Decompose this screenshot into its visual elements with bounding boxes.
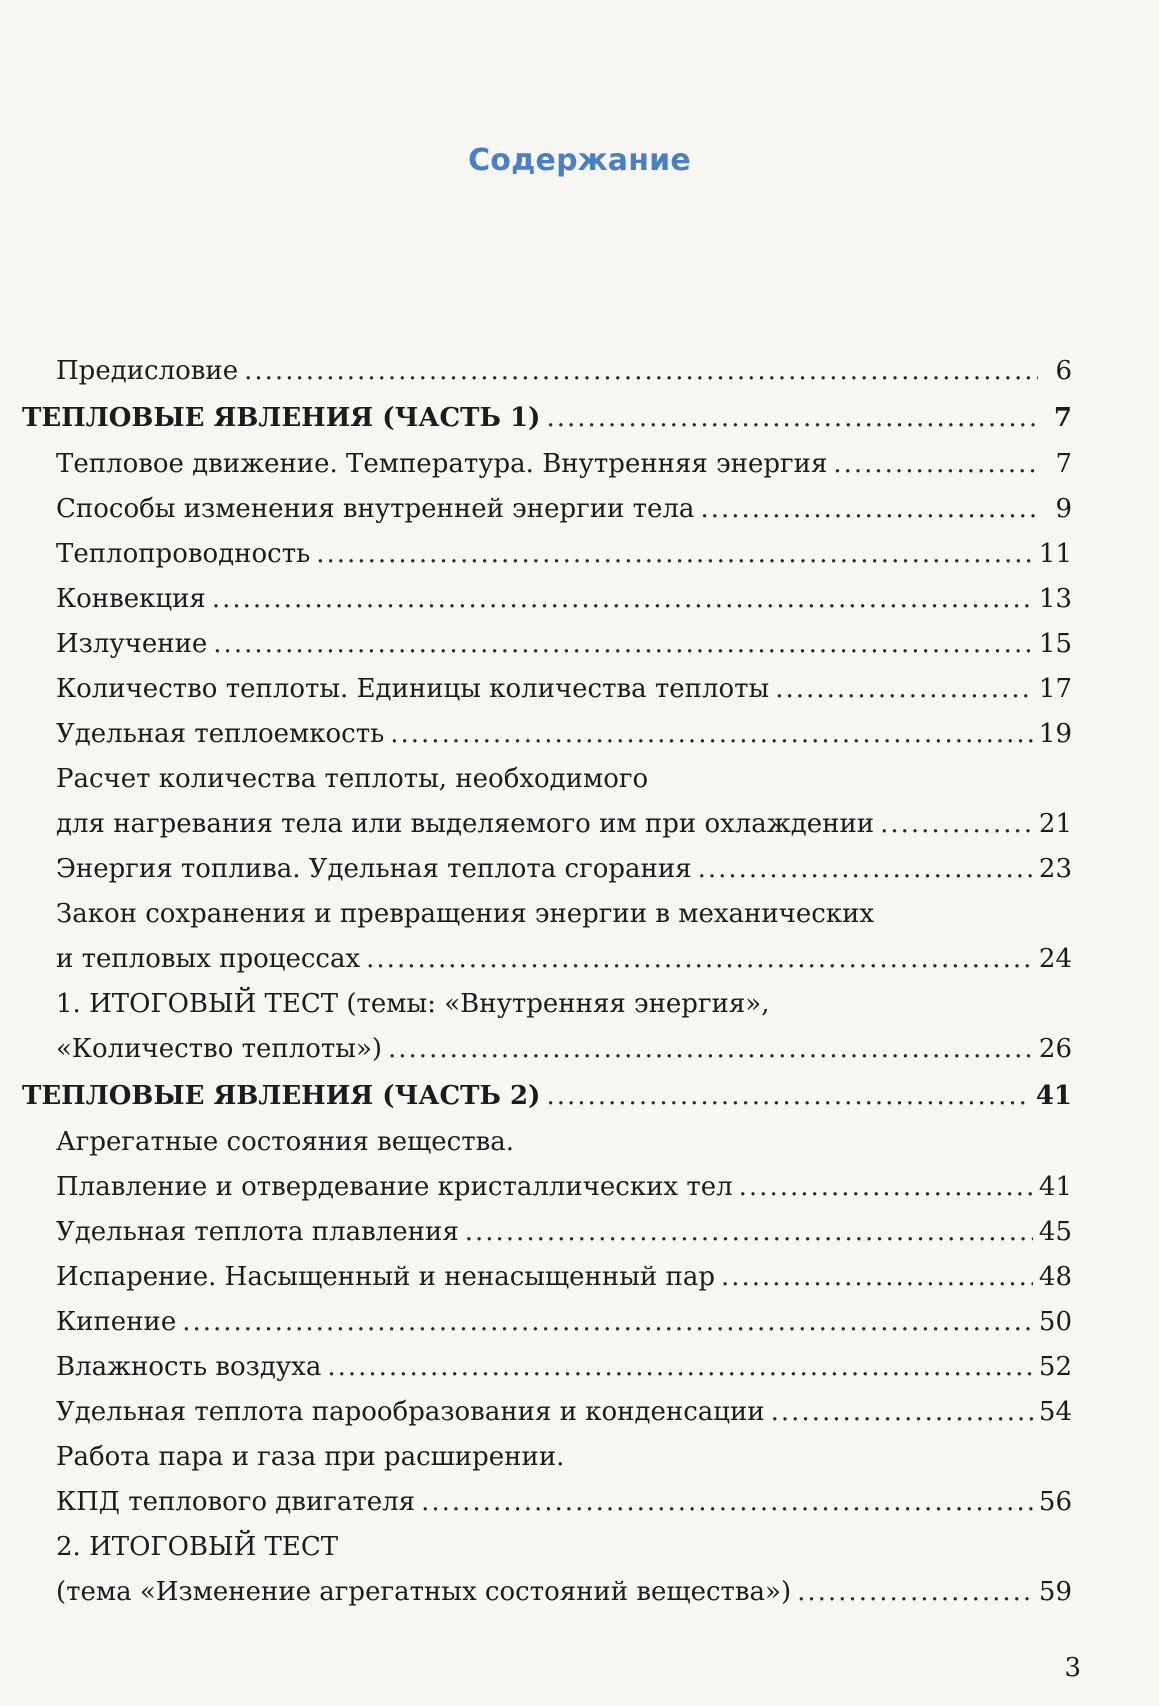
toc-leader-dots [700,487,1038,532]
toc-leader-dots [465,1210,1033,1255]
toc-leader-dots [698,847,1033,892]
toc-entry-label: Предисловие [56,356,239,386]
toc-entry-label: Испарение. Насыщенный и ненасыщенный пар [56,1262,715,1292]
toc-entry [22,937,1072,982]
toc-entry [22,1210,1072,1255]
toc-leader-dots [390,712,1033,757]
toc-entry [22,667,1072,712]
toc-entry-page: 41 [1035,1081,1072,1111]
toc-entry-label: Конвекция [56,584,206,614]
toc-leader-dots [721,1255,1033,1300]
toc-entry-continued [22,1525,1072,1570]
toc-leader-dots [327,1345,1033,1390]
toc-entry-label: ТЕПЛОВЫЕ ЯВЛЕНИЯ (ЧАСТЬ 2) [22,1081,541,1111]
toc-entry [22,1027,1072,1072]
toc-entry-label: ТЕПЛОВЫЕ ЯВЛЕНИЯ (ЧАСТЬ 1) [22,403,541,433]
toc-entry-continued [22,892,1072,937]
toc-entry-label: и тепловых процессах [56,944,361,974]
toc-leader-dots [546,394,1038,442]
toc-leader-dots [546,1072,1029,1120]
toc-leader-dots [739,1165,1033,1210]
toc-entry [22,712,1072,757]
toc-entry-label: Удельная теплоемкость [56,719,385,749]
toc-entry [22,1300,1072,1345]
toc-entry-continued [22,1435,1072,1480]
toc-entry-label: (тема «Изменение агрегатных состояний вещества») [56,1577,792,1607]
toc-entry-page: 7 [1053,403,1072,433]
toc-entry-label: Агрегатные состояния вещества. [56,1127,514,1157]
toc-entry [22,1165,1072,1210]
toc-leader-dots [880,802,1033,847]
toc-entry-label: Энергия топлива. Удельная теплота сгорания [56,854,692,884]
toc-leader-dots [366,937,1033,982]
toc-leader-dots [212,577,1033,622]
toc-entry-label: для нагревания тела или выделяемого им при охлаждении [56,809,875,839]
toc-leader-dots [833,442,1038,487]
toc-entry [22,442,1072,487]
toc-entry-page: 52 [1038,1352,1072,1382]
toc-entry-label: Теплопроводность [56,539,311,569]
toc-entry-label: Количество теплоты. Единицы количества теплоты [56,674,770,704]
toc-entry [22,1480,1072,1525]
toc-entry-label: Излучение [56,629,208,659]
toc-entry [22,1570,1072,1615]
toc-entry-continued [22,1120,1072,1165]
toc-entry-label: «Количество теплоты») [56,1034,383,1064]
toc-entry-label: Плавление и отвердевание кристаллических тел [56,1172,733,1202]
toc-entry [22,577,1072,622]
toc-entry [22,802,1072,847]
toc-entry-label: 1. ИТОГОВЫЙ ТЕСТ (темы: «Внутренняя энергия», [56,989,770,1019]
toc-entry-continued [22,982,1072,1027]
page-number: 3 [1064,1653,1081,1683]
toc-leader-dots [244,349,1038,394]
toc-entry-page: 15 [1038,629,1072,659]
toc-entry-label: Тепловое движение. Температура. Внутренняя энергия [56,449,828,479]
toc-leader-dots [421,1480,1033,1525]
toc-entry-page: 13 [1038,584,1072,614]
toc-leader-dots [775,667,1033,712]
toc-leader-dots [316,532,1033,577]
toc-entry-page: 54 [1038,1397,1072,1427]
toc-entry-page: 21 [1038,809,1072,839]
toc-entry-label: Способы изменения внутренней энергии тела [56,494,695,524]
toc-entry-page: 17 [1038,674,1072,704]
toc-entry-page: 6 [1055,356,1072,386]
toc-entry-page: 9 [1055,494,1072,524]
toc-entry-page: 59 [1038,1577,1072,1607]
toc-entry [22,349,1072,394]
toc-entry-page: 23 [1038,854,1072,884]
toc-entry-page: 26 [1038,1034,1072,1064]
toc-entry [22,487,1072,532]
toc-entry-label: КПД теплового двигателя [56,1487,416,1517]
page-title: Содержание [468,143,691,178]
toc-leader-dots [771,1390,1033,1435]
toc-entry-label: Удельная теплота плавления [56,1217,459,1247]
toc-entry [22,847,1072,892]
toc-entry [22,1345,1072,1390]
toc-leader-dots [388,1027,1033,1072]
toc-entry [22,622,1072,667]
toc-entry-label: Влажность воздуха [56,1352,322,1382]
toc-leader-dots [213,622,1033,667]
toc-entry-page: 45 [1038,1217,1072,1247]
toc-entry [22,1390,1072,1435]
toc-entry-page: 48 [1038,1262,1072,1292]
toc-entry-page: 11 [1038,539,1072,569]
toc-entry-label: Работа пара и газа при расширении. [56,1442,565,1472]
toc-entry [22,1255,1072,1300]
toc-entry-label: Расчет количества теплоты, необходимого [56,764,649,794]
toc-entry-page: 41 [1038,1172,1072,1202]
toc-entry-page: 50 [1038,1307,1072,1337]
toc-entry-page: 7 [1055,449,1072,479]
toc-entry-continued [22,757,1072,802]
toc-entry-label: 2. ИТОГОВЫЙ ТЕСТ [56,1532,339,1562]
table-of-contents [22,349,1072,1615]
toc-entry-page: 24 [1038,944,1072,974]
toc-entry-label: Закон сохранения и превращения энергии в механических [56,899,875,929]
toc-part-heading [22,394,1072,442]
toc-entry-label: Кипение [56,1307,177,1337]
toc-entry [22,532,1072,577]
toc-leader-dots [797,1570,1033,1615]
toc-leader-dots [182,1300,1033,1345]
toc-entry-page: 19 [1038,719,1072,749]
toc-entry-page: 56 [1038,1487,1072,1517]
toc-entry-label: Удельная теплота парообразования и конденсации [56,1397,765,1427]
toc-part-heading [22,1072,1072,1120]
